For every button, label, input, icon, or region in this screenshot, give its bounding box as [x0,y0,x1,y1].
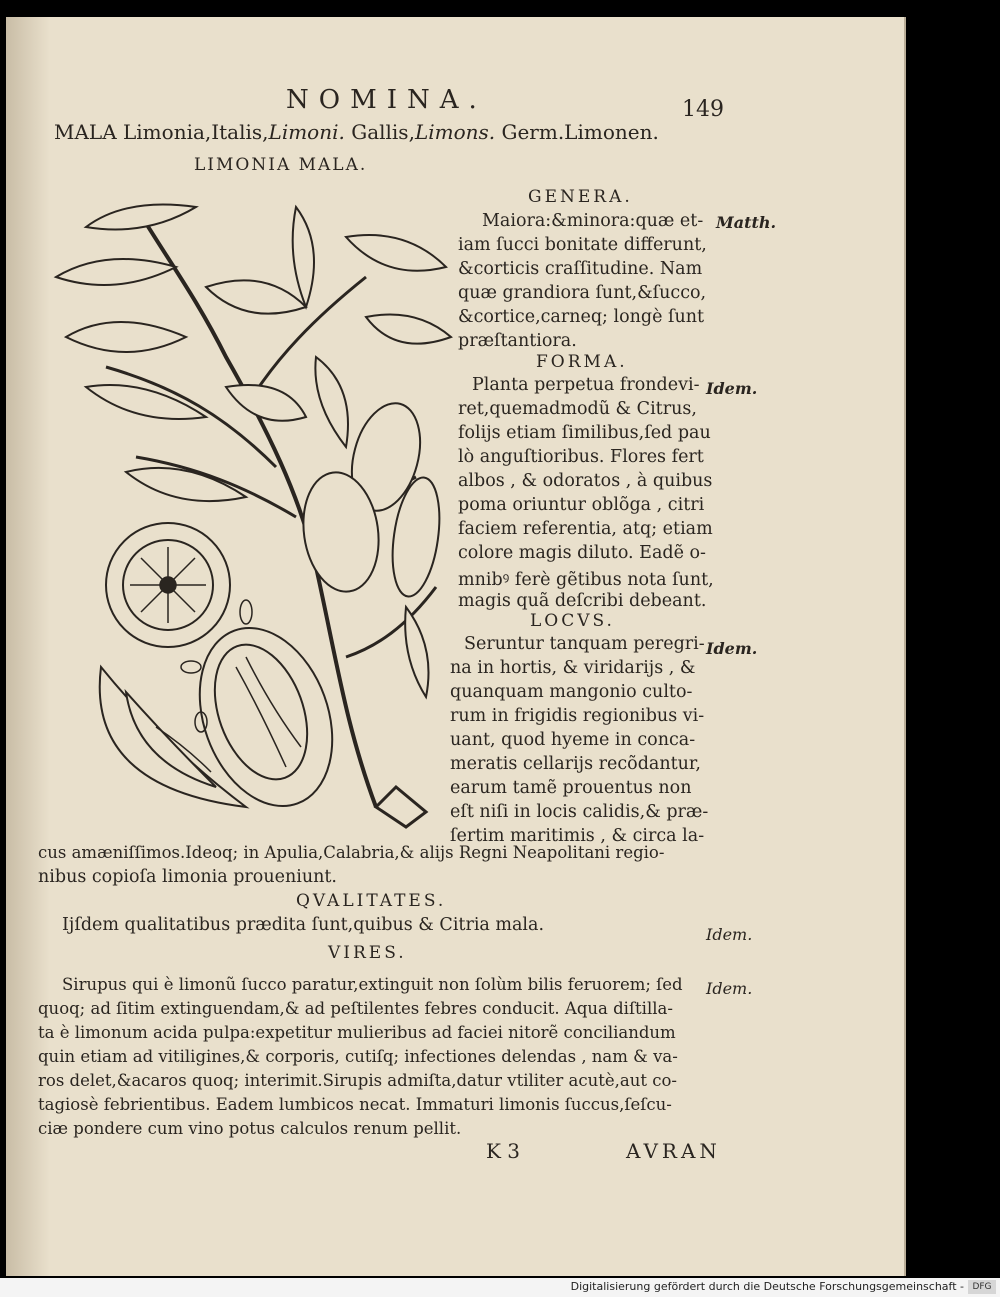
lemon-woodcut-illustration [46,187,466,837]
page-number: 149 [682,97,724,122]
genera-heading: GENERA. [528,187,633,207]
margin-note: Idem. [706,925,753,944]
locus-line: Seruntur tanquam peregri- [464,634,705,654]
locus-line: eſt niſi in locis calidis,& præ- [450,802,709,822]
locus-line: earum tamẽ prouentus non [450,778,692,798]
footer-text: Digitalisierung gefördert durch die Deutsche Forschungsgemeinschaft - [570,1280,964,1293]
vires-line: Sirupus qui è limonũ ſucco paratur,extinguit non ſolùm bilis feruorem; ſed [62,975,683,994]
genera-line: iam ſucci bonitate differunt, [458,235,707,255]
running-title: NOMINA. [286,85,487,115]
forma-line: colore magis diluto. Eadẽ o- [458,543,706,563]
vires-line: quin etiam ad vitiligines,& corporis, cutiſq; infectiones delendas , nam & va- [38,1047,678,1066]
genera-line: Maiora:&minora:quæ et- [482,211,704,231]
vires-line: ciæ pondere cum vino potus calculos renum pellit. [38,1119,462,1138]
genera-line: &corticis craſſitudine. Nam [458,259,703,279]
forma-line: Planta perpetua frondevi- [472,375,700,395]
margin-note: Idem. [706,379,758,398]
names-part5: Germ.Limonen. [495,120,659,144]
forma-line: folijs etiam ſimilibus,ſed pau [458,423,711,443]
vires-heading: VIRES. [328,943,407,963]
vires-line: quoq; ad ſitim extinguendam,& ad peſtilentes febres conducit. Aqua diſtilla- [38,999,673,1018]
vires-line: ros delet,&acaros quoq; interimit.Sirupis admiſta,datur vtiliter acutè,aut co- [38,1071,677,1090]
locus-line: na in hortis, & viridarijs , & [450,658,696,678]
locus-line: meratis cellarijs recõdantur, [450,754,701,774]
names-line [54,120,659,144]
locus-full-line: cus amæniſſimos.Ideoq; in Apulia,Calabria,& alijs Regni Neapolitani regio- [38,843,665,862]
locus-heading: LOCVS. [530,611,615,631]
forma-line: faciem referentia, atq; etiam [458,519,713,539]
names-part3: Gallis, [344,120,415,144]
digitization-footer [0,1278,1000,1297]
names-part4: Limons. [414,120,496,144]
forma-line: poma oriuntur oblõga , citri [458,495,705,515]
margin-note: Idem. [706,639,758,658]
forma-line: lò anguſtioribus. Flores fert [458,447,704,467]
forma-line: ret,quemadmodũ & Citrus, [458,399,697,419]
vires-line: tagiosè febrientibus. Eadem lumbicos necat. Immaturi limonis ſuccus,ſeſcu- [38,1095,672,1114]
signature-mark: K 3 [486,1139,521,1163]
locus-line: ſertim maritimis , & circa la- [450,826,705,846]
names-part1: MALA Limonia,Italis, [54,120,269,144]
catchword: AVRAN [626,1139,721,1163]
genera-line: præſtantiora. [458,331,577,351]
vires-line: ta è limonum acida pulpa:expetitur mulieribus ad faciei nitorẽ conciliandum [38,1023,676,1042]
forma-heading: FORMA. [536,352,628,372]
locus-line: quanquam mangonio culto- [450,682,693,702]
names-part2: Limoni. [268,120,345,144]
margin-note: Idem. [706,979,753,998]
forma-line: albos , & odoratos , à quibus [458,471,713,491]
locus-line: uant, quod hyeme in conca- [450,730,696,750]
qualitates-line: Ijſdem qualitatibus prædita ſunt,quibus & Citria mala. [62,915,545,935]
qualitates-heading: QVALITATES. [296,891,447,911]
genera-line: quæ grandiora ſunt,&ſucco, [458,283,707,303]
dfg-logo: DFG [968,1280,996,1294]
margin-note: Matth. [716,213,777,232]
book-page [6,17,906,1276]
locus-full-line: nibus copioſa limonia proueniunt. [38,867,337,887]
forma-line: magis quã deſcribi debeant. [458,591,707,611]
forma-line: mnibꝰ ferè gẽtibus nota ſunt, [458,570,714,590]
locus-line: rum in frigidis regionibus vi- [450,706,705,726]
illustration-caption: LIMONIA MALA. [194,155,368,175]
genera-line: &cortice,carneq; longè ſunt [458,307,705,327]
